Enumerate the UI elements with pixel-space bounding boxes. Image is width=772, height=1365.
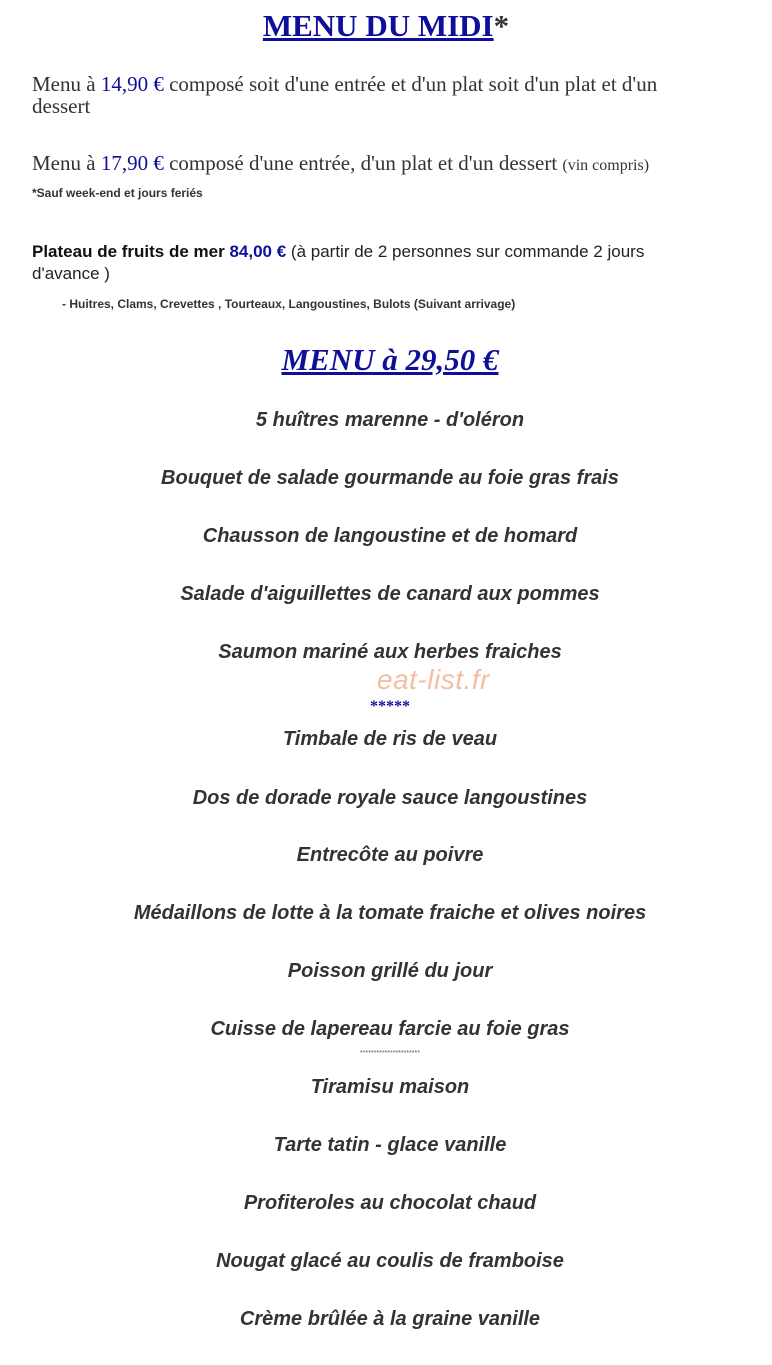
seafood-platter-price: 84,00 € <box>229 242 287 261</box>
seafood-platter-conditions-continued: d'avance ) <box>32 264 110 283</box>
lunch-offer-1-text-continued: dessert <box>32 94 91 118</box>
main-course-item: Médaillons de lotte à la tomate fraiche et olives noires <box>133 902 647 924</box>
seafood-platter <box>32 241 732 285</box>
starter-item: Salade d'aiguillettes de canard aux pommes <box>180 583 600 605</box>
course-separator: ***** <box>370 698 410 715</box>
seafood-platter-items <box>62 297 515 311</box>
lunch-offer-2-prefix: Menu à <box>32 151 101 175</box>
starter-item: Bouquet de salade gourmande au foie gras frais <box>161 467 619 489</box>
set-menu-title[interactable]: MENU à 29,50 € <box>281 342 499 377</box>
dessert-item: Tarte tatin - glace vanille <box>273 1134 507 1156</box>
starter-item: Chausson de langoustine et de homard <box>202 525 578 547</box>
lunch-footnote: *Sauf week-end et jours feriés <box>32 186 203 200</box>
main-course-item: Dos de dorade royale sauce langoustines <box>192 787 588 809</box>
lunch-menu-title-asterisk: * <box>493 8 510 43</box>
lunch-menu-title-link[interactable]: MENU DU MIDI <box>262 8 494 43</box>
lunch-offer-1-prefix: Menu à <box>32 72 101 96</box>
main-course-item: Poisson grillé du jour <box>287 960 493 982</box>
lunch-offer-1-price: 14,90 € <box>100 72 164 96</box>
seafood-platter-items-note: (Suivant arrivage) <box>413 297 516 311</box>
lunch-offer-1 <box>32 73 757 117</box>
seafood-platter-items-list: - Huitres, Clams, Crevettes , Tourteaux, Langoustines, Bulots <box>62 297 414 311</box>
main-course-item: Entrecôte au poivre <box>296 844 484 866</box>
lunch-offer-2 <box>32 152 757 177</box>
seafood-platter-conditions: (à partir de 2 personnes sur commande 2 jours <box>286 242 645 261</box>
dessert-item: Profiteroles au chocolat chaud <box>243 1192 537 1214</box>
watermark-logo: eat-list.fr <box>377 664 490 695</box>
main-course-item: Timbale de ris de veau <box>282 728 498 750</box>
starter-item: Saumon mariné aux herbes fraiches <box>218 641 562 663</box>
lunch-offer-2-price: 17,90 € <box>100 151 164 175</box>
seafood-platter-label: Plateau de fruits de mer <box>32 242 225 261</box>
lunch-offer-2-wine-note: (vin compris) <box>562 157 650 174</box>
dessert-item: Nougat glacé au coulis de framboise <box>216 1250 564 1272</box>
lunch-menu-title <box>0 8 772 44</box>
starter-item: 5 huîtres marenne - d'oléron <box>255 409 525 431</box>
main-course-item: Cuisse de lapereau farcie au foie gras <box>210 1018 570 1040</box>
course-separator: ********************** <box>360 1050 420 1057</box>
dessert-item: Crème brûlée à la graine vanille <box>239 1308 541 1330</box>
lunch-offer-1-text: composé soit d'une entrée et d'un plat soit d'un plat et d'un <box>163 72 658 96</box>
lunch-offer-2-text: composé d'une entrée, d'un plat et d'un dessert <box>163 151 563 175</box>
dessert-item: Tiramisu maison <box>310 1076 470 1098</box>
